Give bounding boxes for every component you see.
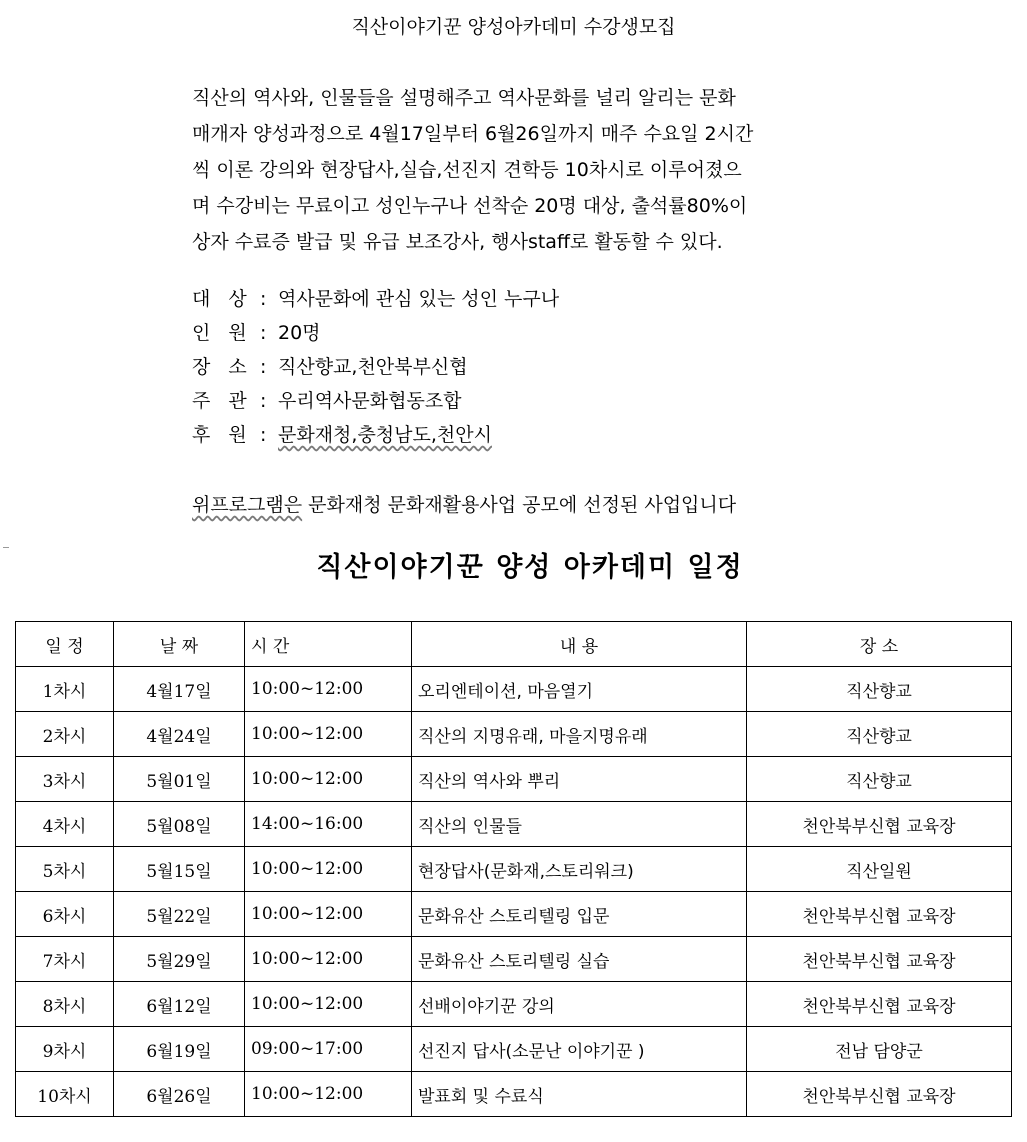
cell-content: 현장답사(문화재,스토리워크): [412, 847, 747, 892]
note-rest: 문화재청 문화재활용사업 공모에 선정된 사업입니다: [302, 494, 737, 516]
cell-session: 10차시: [16, 1072, 114, 1117]
cell-date: 5월22일: [114, 892, 245, 937]
info-key: 인 원: [192, 322, 253, 344]
cell-date: 4월24일: [114, 712, 245, 757]
cell-session: 8차시: [16, 982, 114, 1027]
cell-content: 문화유산 스토리텔링 입문: [412, 892, 747, 937]
table-row: [16, 802, 1012, 847]
header-content: 내 용: [412, 622, 747, 667]
cell-place: 전남 담양군: [747, 1027, 1012, 1072]
table-row: [16, 1072, 1012, 1117]
info-value: 역사문화에 관심 있는 성인 누구나: [278, 288, 560, 310]
info-separator: :: [260, 356, 267, 378]
schedule-table: [15, 621, 1012, 1117]
cell-time: 14:00~16:00: [245, 802, 412, 847]
info-separator: :: [260, 390, 267, 412]
cell-place: 직산향교: [747, 712, 1012, 757]
cell-time: 10:00~12:00: [245, 667, 412, 712]
cell-content: 오리엔테이션, 마음열기: [412, 667, 747, 712]
document-title: 직산이야기꾼 양성아카데미 수강생모집: [351, 16, 676, 38]
table-row: [16, 937, 1012, 982]
paragraph-line: 직산의 역사와, 인물들을 설명해주고 역사문화를 널리 알리는 문화: [192, 87, 736, 109]
cell-time: 10:00~12:00: [245, 937, 412, 982]
cell-place: 직산향교: [747, 757, 1012, 802]
cell-place: 천안북부신협 교육장: [747, 982, 1012, 1027]
cell-content: 선배이야기꾼 강의: [412, 982, 747, 1027]
info-row-place: [192, 350, 872, 384]
table-row: [16, 892, 1012, 937]
table-row: [16, 847, 1012, 892]
info-row-target: [192, 282, 872, 316]
table-body: [16, 667, 1012, 1117]
cell-date: 5월29일: [114, 937, 245, 982]
cell-date: 5월15일: [114, 847, 245, 892]
info-row-sponsor: [192, 418, 872, 452]
info-key: 장 소: [192, 356, 253, 378]
cell-time: 10:00~12:00: [245, 892, 412, 937]
info-value: 20명: [278, 322, 321, 344]
cell-content: 선진지 답사(소문난 이야기꾼 ): [412, 1027, 747, 1072]
table-row: [16, 982, 1012, 1027]
cell-place: 천안북부신협 교육장: [747, 937, 1012, 982]
info-separator: :: [260, 288, 267, 310]
cell-date: 6월12일: [114, 982, 245, 1027]
info-separator: :: [260, 424, 267, 446]
cell-content: 발표회 및 수료식: [412, 1072, 747, 1117]
table-row: [16, 1027, 1012, 1072]
header-place: 장 소: [747, 622, 1012, 667]
info-key: 후 원: [192, 424, 253, 446]
header-time: 시 간: [245, 622, 412, 667]
table-header-row: [16, 622, 1012, 667]
info-separator: :: [260, 322, 267, 344]
intro-paragraph: [192, 80, 872, 260]
cell-session: 4차시: [16, 802, 114, 847]
table-row: [16, 667, 1012, 712]
table-row: [16, 757, 1012, 802]
table-row: [16, 712, 1012, 757]
info-value: 직산향교,천안북부신협: [278, 356, 468, 378]
cell-place: 직산일원: [747, 847, 1012, 892]
cell-time: 10:00~12:00: [245, 712, 412, 757]
paragraph-line: 며 수강비는 무료이고 성인누구나 선착순 20명 대상, 출석률80%이: [192, 195, 748, 217]
cell-time: 10:00~12:00: [245, 1072, 412, 1117]
cell-place: 천안북부신협 교육장: [747, 892, 1012, 937]
schedule-heading: 직산이야기꾼 양성 아카데미 일정: [316, 552, 744, 583]
cell-date: 6월26일: [114, 1072, 245, 1117]
info-value: 문화재청,충청남도,천안시: [278, 424, 492, 446]
info-row-organizer: [192, 384, 872, 418]
info-row-count: [192, 316, 872, 350]
cell-session: 6차시: [16, 892, 114, 937]
program-note: [192, 490, 736, 517]
cell-date: 5월08일: [114, 802, 245, 847]
cell-date: 6월19일: [114, 1027, 245, 1072]
paragraph-line: 씩 이론 강의와 현장답사,실습,선진지 견학등 10차시로 이루어졌으: [192, 159, 742, 181]
info-key: 주 관: [192, 390, 253, 412]
header-date: 날 짜: [114, 622, 245, 667]
cell-place: 천안북부신협 교육장: [747, 802, 1012, 847]
info-key: 대 상: [192, 288, 253, 310]
cell-place: 직산향교: [747, 667, 1012, 712]
paragraph-line: 상자 수료증 발급 및 유급 보조강사, 행사staff로 활동할 수 있다.: [192, 231, 723, 253]
cell-session: 3차시: [16, 757, 114, 802]
cell-session: 5차시: [16, 847, 114, 892]
cell-time: 10:00~12:00: [245, 757, 412, 802]
cell-content: 문화유산 스토리텔링 실습: [412, 937, 747, 982]
cell-session: 1차시: [16, 667, 114, 712]
cell-time: 10:00~12:00: [245, 982, 412, 1027]
paragraph-line: 매개자 양성과정으로 4월17일부터 6월26일까지 매주 수요일 2시간: [192, 123, 754, 145]
header-session: 일 정: [16, 622, 114, 667]
cell-content: 직산의 인물들: [412, 802, 747, 847]
info-list: [192, 282, 872, 452]
cell-time: 09:00~17:00: [245, 1027, 412, 1072]
cell-content: 직산의 지명유래, 마을지명유래: [412, 712, 747, 757]
cell-session: 2차시: [16, 712, 114, 757]
cell-time: 10:00~12:00: [245, 847, 412, 892]
note-lead: 위프로그램은: [192, 494, 303, 516]
cell-date: 4월17일: [114, 667, 245, 712]
cell-session: 7차시: [16, 937, 114, 982]
cell-date: 5월01일: [114, 757, 245, 802]
cell-place: 천안북부신협 교육장: [747, 1072, 1012, 1117]
info-value: 우리역사문화협동조합: [278, 390, 462, 412]
cell-session: 9차시: [16, 1027, 114, 1072]
cell-content: 직산의 역사와 뿌리: [412, 757, 747, 802]
